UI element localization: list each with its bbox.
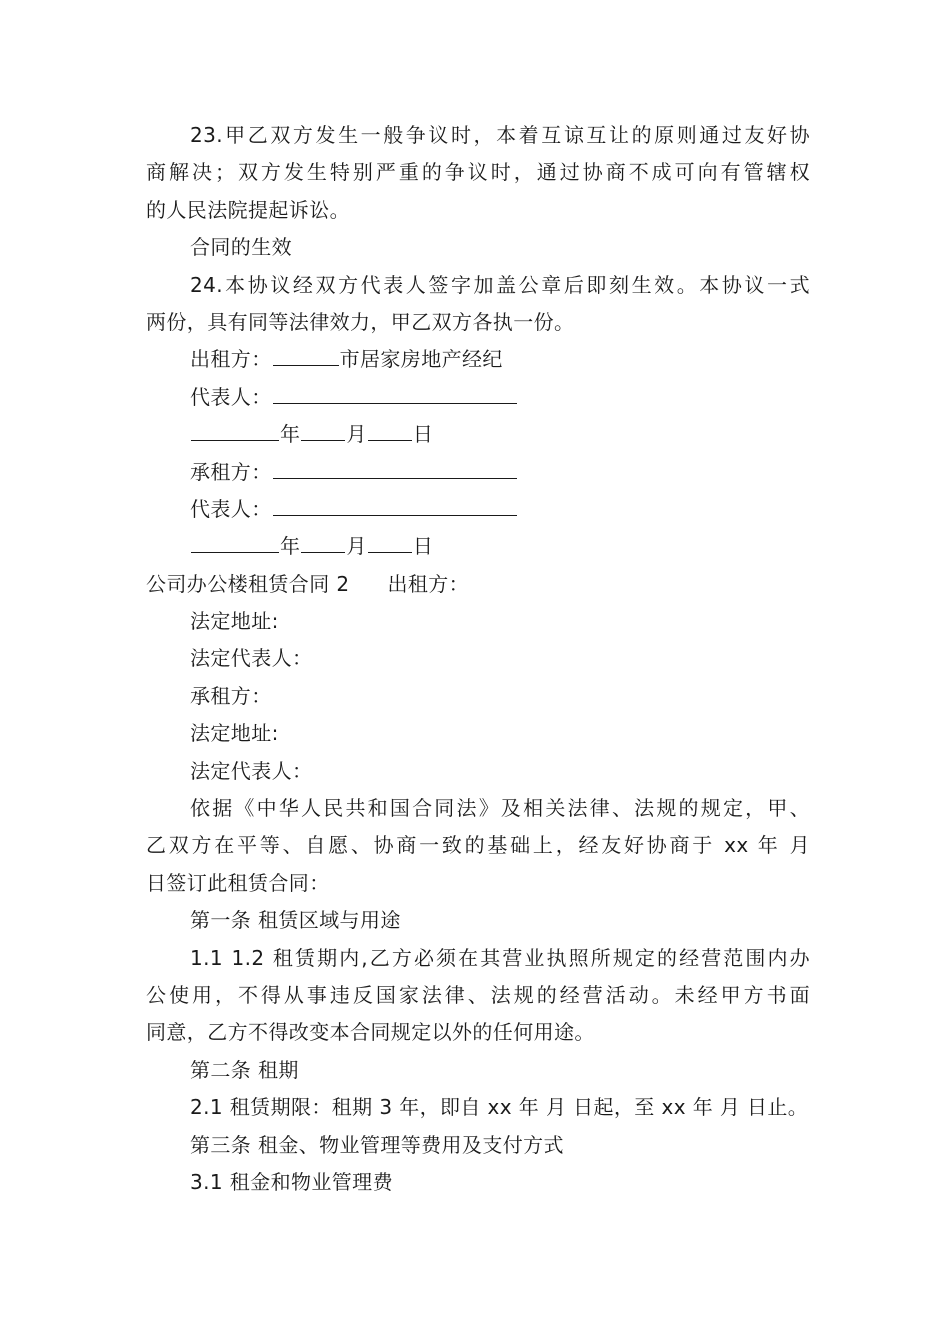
lessee-address-label: 法定地址: [190,721,279,746]
lessor-name: 市居家房地产经纪 [339,347,503,372]
clause-23-line-1: 23.甲乙双方发生一般争议时，本着互谅互让的原则通过友好协 [190,123,810,147]
intro-line-2: 乙双方在平等、自愿、协商一致的基础上，经友好协商于 xx 年 月 [146,833,810,858]
lessee-legal-rep-label: 法定代表人： [190,758,313,783]
lessor-month-blank [301,418,345,441]
lessor-label: 出租方： [190,347,272,372]
signature-lessor-date [146,416,810,453]
day-label: 日 [412,422,434,447]
month-label: 月 [346,422,367,447]
lessee-month-blank [301,530,345,553]
lessee-label: 承租方： [190,459,272,484]
contract-2-lessor-label: 出租方： [387,571,470,596]
article-2-line-1: 2.1 租赁期限：租期 3 年，即自 xx 年 月 日起，至 xx 年 月 日止。 [190,1095,809,1120]
lessor-day-blank [368,418,412,441]
signature-lessor [146,341,810,378]
intro-line-3: 日签订此租赁合同： [146,870,330,895]
lessee-rep-label: 代表人： [190,496,272,521]
article-3-title: 第三条 租金、物业管理等费用及支付方式 [190,1132,564,1157]
lessor-legal-rep-label: 法定代表人： [190,646,313,671]
contract-2-title-line [146,566,810,603]
signature-lessee-rep [146,491,810,528]
article-1-line-2: 公使用，不得从事违反国家法律、法规的经营活动。未经甲方书面 [146,982,810,1007]
lessee-day-blank [368,530,412,553]
day-label: 日 [412,534,434,559]
article-3-line-1: 3.1 租金和物业管理费 [190,1169,393,1194]
lessor-address-label: 法定地址: [190,609,279,634]
lessor-rep-blank [273,381,517,404]
signature-lessee-date [146,528,810,565]
year-label: 年 [280,534,301,559]
lessee-year-blank [191,530,279,553]
lessee-rep-blank [273,493,517,516]
signature-lessor-rep [146,379,810,416]
lessor-year-blank [191,418,279,441]
article-1-title: 第一条 租赁区域与用途 [190,908,401,933]
clause-23-line-2: 商解决；双方发生特别严重的争议时，通过协商不成可向有管辖权 [146,160,810,185]
lessee-blank [273,456,517,479]
article-2-title: 第二条 租期 [190,1057,299,1082]
lessee-label-2: 承租方： [190,683,272,708]
clause-24-line-1: 24.本协议经双方代表人签字加盖公章后即刻生效。本协议一式 [190,272,810,297]
clause-23-line-3: 的人民法院提起诉讼。 [146,197,350,222]
month-label: 月 [346,534,367,559]
document-body [146,117,810,1201]
article-1-line-3: 同意，乙方不得改变本合同规定以外的任何用途。 [146,1020,595,1045]
signature-lessee [146,454,810,491]
contract-2-title: 公司办公楼租赁合同 2 [146,571,350,596]
lessor-rep-label: 代表人： [190,384,272,409]
clause-24-line-2: 两份，具有同等法律效力，甲乙双方各执一份。 [146,309,575,334]
intro-line-1: 依据《中华人民共和国合同法》及相关法律、法规的规定，甲、 [190,796,810,821]
year-label: 年 [280,422,301,447]
article-1-line-1: 1.1 1.2 租赁期内,乙方必须在其营业执照所规定的经营范围内办 [190,945,810,970]
section-heading-effect: 合同的生效 [190,235,292,260]
lessor-blank [273,343,339,366]
